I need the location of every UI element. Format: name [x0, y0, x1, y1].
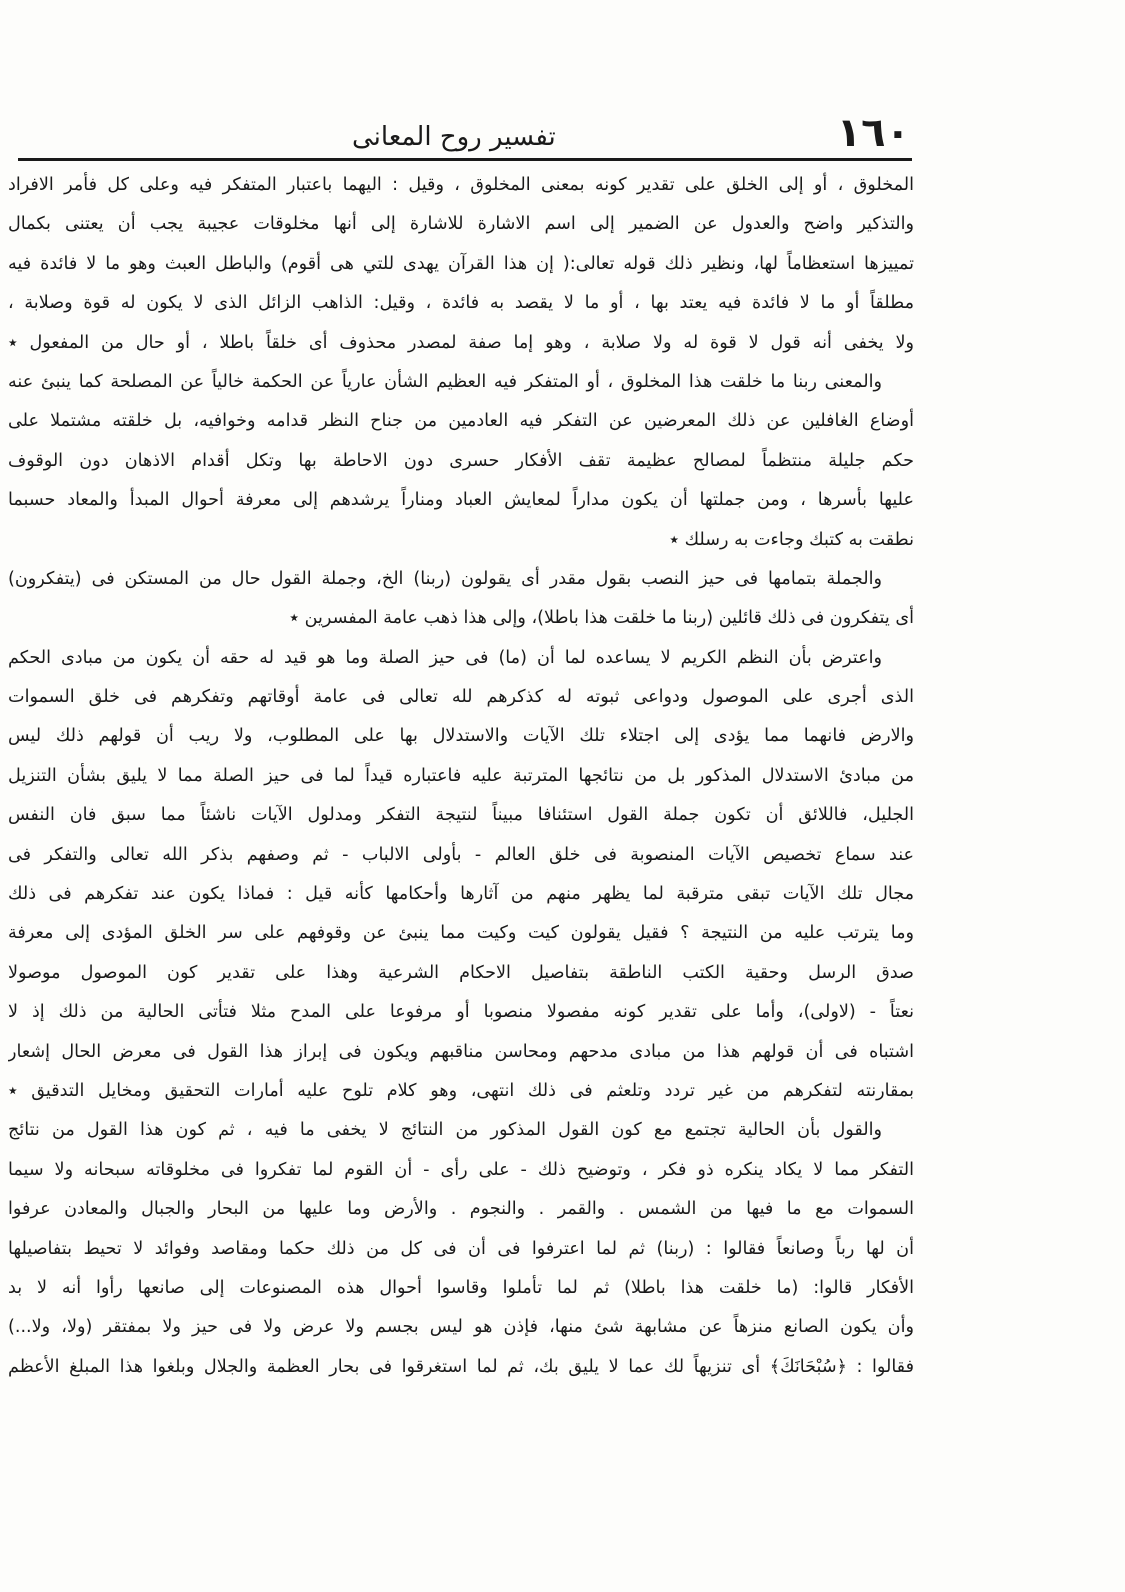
running-title: تفسير روح المعانى [352, 122, 556, 152]
text-line: والمعنى ربنا ما خلقت هذا المخلوق ، أو المتفكر فيه العظيم الشأن عارياً عن الحكمة خالياً عن المصلحة كما ينبئ عنه [8, 371, 882, 392]
text-line: مجال تلك الآيات تبقى مترقبة لما يظهر منهم من آثارها وأحكامها كأنه قيل : فماذا يكون عند تفكرهم فى ذلك [8, 884, 914, 905]
text-line: اشتباه فى أن قولهم هذا من مبادى مدحهم ومحاسن مناقبهم ويكون فى إبراز هذا القول فى معرض الحال إشعار [8, 1041, 914, 1062]
text-line: أن لها رباً وصانعاً فقالوا : (ربنا) ثم لما اعترفوا فى أن فى كل من ذلك حكما ومقاصد وفوائد لا تحيط بتفاصيلها [8, 1238, 914, 1259]
text-line: حكم جليلة منتظماً لمصالح عظيمة تقف الأفكار حسرى دون الاحاطة بها وتكل أقدام الاذهان دون الوقوف [8, 450, 914, 471]
text-line: تمييزها استعظاماً لها، ونظير ذلك قوله تعالى:( إن هذا القرآن يهدى للتي هى أقوم) والباطل العبث وهو ما لا فائدة فيه [8, 253, 914, 274]
text-line: نطقت به كتبك وجاءت به رسلك ٭ [669, 529, 914, 550]
text-line: المخلوق ، أو إلى الخلق على تقدير كونه بمعنى المخلوق ، وقيل : اليهما باعتبار المتفكر فيه وعلى كل فأمر الافراد [8, 175, 914, 195]
text-line: الأفكار قالوا: (ما خلقت هذا باطلا) ثم لما تأملوا وقاسوا أحوال هذه المصنوعات إلى صانعها رأوا أنه لا بد [8, 1277, 914, 1298]
text-line: أوضاع الغافلين عن ذلك المعرضين عن التفكر فيه العادمين من جناح النظر قدامه وخوافيه، بل خلقته مشتملا على [8, 411, 914, 432]
text-line: من مبادئ الاستدلال المذكور بل من نتائجها المترتبة عليه فاعتباره قيداً لما فى حيز الصلة مما لا يليق بشأن التنزيل [8, 765, 914, 786]
text-line: وما يترتب عليه من النتيجة ؟ فقيل يقولون كيت وكيت مما ينبئ عن وقوفهم على سر الخلق المؤدى إلى معرفة [8, 923, 914, 944]
text-line: صدق الرسل وحقية الكتب الناطقة بتفاصيل الاحكام الشرعية وهذا على تقدير كون الموصول موصولا [8, 962, 914, 983]
text-line: وأن يكون الصانع منزهاً عن مشابهة شئ منها، فإذن هو ليس بجسم ولا عرض ولا فى حيز ولا بمفتقر (ولا، ولا...) [8, 1317, 914, 1338]
text-line: مطلقاً أو ما لا فائدة فيه يعتد بها ، أو ما لا يقصد به فائدة ، وقيل: الذاهب الزائل الذى لا يكون له قوة وصلابة ، [8, 293, 914, 314]
text-line: الجليل، فاللائق أن تكون جملة القول استئنافا مبيناً لنتيجة التفكر ومدلول الآيات ناشئاً مما سبق فان النفس [8, 805, 914, 826]
text-line: عليها بأسرها ، ومن جملتها أن يكون مداراً لمعايش العباد ومناراً يرشدهم إلى معرفة أحوال المبدأ والمعاد حسبما [8, 490, 914, 511]
text-line: أى يتفكرون فى ذلك قائلين (ربنا ما خلقت هذا باطلا)، وإلى هذا ذهب عامة المفسرين ٭ [289, 608, 914, 629]
page-header [22, 112, 910, 160]
text-line: فقالوا : ﴿سُبْحَانَكَ﴾ أى تنزيهاً لك عما لا يليق بك، ثم لما استغرقوا فى بحار العظمة والجلال وبلغوا هذا المبلغ الأعظم [8, 1356, 914, 1377]
text-line: نعتاً - (لاولى)، وأما على تقدير كونه مفصولا منصوبا أو مرفوعا على المدح مثلا فتأتى الحالية من ذلك إذ لا [8, 1002, 914, 1023]
text-line: ولا يخفى أنه قول لا قوة له ولا صلابة ، وهو إما صفة لمصدر محذوف أى خلقاً باطلا ، أو حال من المفعول ٭ [8, 332, 914, 353]
text-line: والتذكير واضح والعدول عن الضمير إلى اسم الاشارة للاشارة إلى أنها مخلوقات عجيبة يجب أن يعتنى بكمال [8, 214, 914, 235]
text-line: والارض فانهما مما يؤدى إلى اجتلاء تلك الآيات والاستدلال بها على المطلوب، ولا ريب أن قولهم ذلك ليس [8, 726, 914, 747]
text-line: واعترض بأن النظم الكريم لا يساعده لما أن (ما) فى حيز الصلة وما هو قيد له حقه أن يكون من مبادى الحكم [8, 647, 882, 668]
page-number: ١٦٠ [836, 110, 910, 156]
body-text [8, 166, 914, 1387]
text-line: السموات مع ما فيها من الشمس . والقمر . والنجوم . والأرض وما عليها من البحار والجبال والمعادن عرفوا [8, 1199, 914, 1220]
text-line: والجملة بتمامها فى حيز النصب بقول مقدر أى يقولون (ربنا) الخ، وجملة القول حال من المستكن فى (يتفكرون) [8, 568, 882, 589]
text-line: عند سماع تخصيص الآيات المنصوبة فى خلق العالم - بأولى الالباب - ثم وصفهم بذكر الله تعالى والتفكر فى [8, 844, 914, 865]
header-rule [18, 158, 912, 161]
text-line: والقول بأن الحالية تجتمع مع كون القول المذكور من النتائج لا يخفى ما فيه ، ثم كون هذا القول من نتائج [8, 1120, 882, 1141]
text-line: الذى أجرى على الموصول ودواعى ثبوته له كذكرهم لله تعالى فى عامة أوقاتهم وتفكرهم فى خلق السموات [8, 687, 914, 708]
text-line: التفكر مما لا يكاد ينكره ذو فكر ، وتوضيح ذلك - على رأى - أن القوم لما تفكروا فى مخلوقاته سبحانه ولا سيما [8, 1159, 914, 1180]
text-line: بمقارنته لتفكرهم من غير تردد وتلعثم فى ذلك انتهى، وهو كلام تلوح عليه أمارات التحقيق ومخايل التدقيق ٭ [8, 1080, 914, 1101]
